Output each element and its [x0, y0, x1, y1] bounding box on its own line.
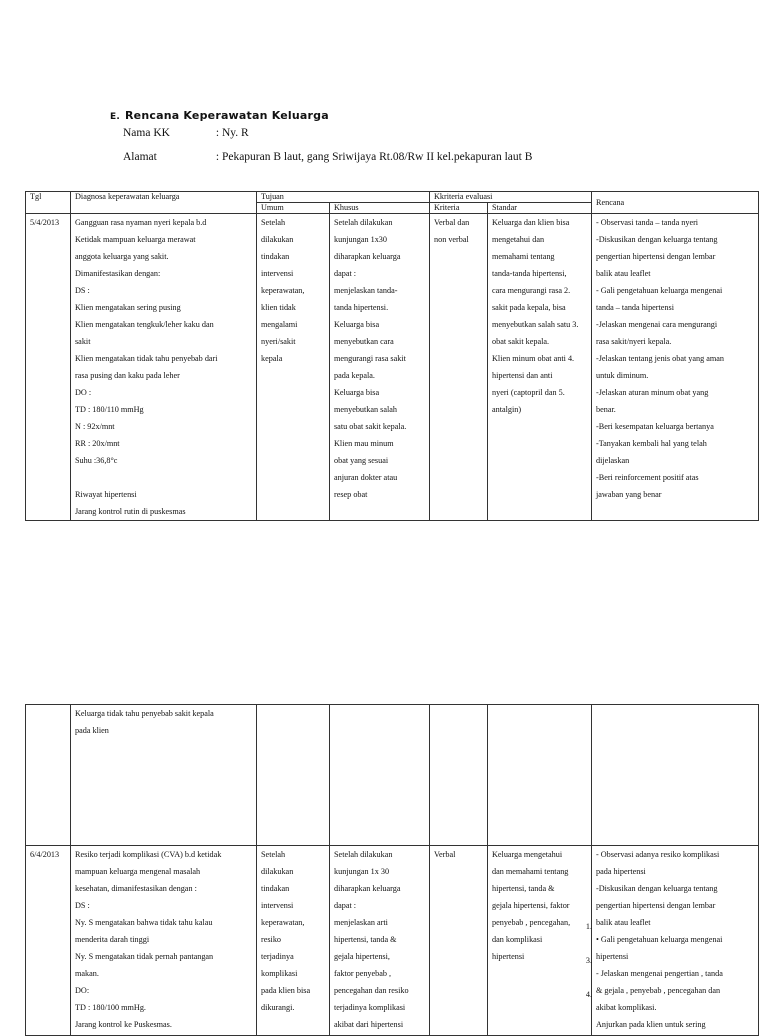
cell-line: jawaban yang benar [596, 490, 662, 499]
cell-line: komplikasi [261, 969, 298, 978]
cell-line: hipertensi, tanda & [492, 884, 555, 893]
cell-line: pada klien bisa [261, 986, 311, 995]
header-diagnosa: Diagnosa keperawatan keluarga [71, 192, 257, 214]
cell-line: Keluarga mengetahui [492, 850, 563, 859]
nama-kk-value: : Ny. R [215, 127, 249, 139]
cell-line: -Beri kesempatan keluarga bertanya [596, 422, 714, 431]
side-number: 4. [585, 990, 592, 999]
cell-line: - Observasi tanda – tanda nyeri [596, 218, 699, 227]
row3-side-numbers [578, 918, 592, 1003]
cell-line: obat sakit kepala. [492, 337, 550, 346]
cell-line: Klien mengatakan tidak tahu penyebab dari [75, 354, 218, 363]
cell-line: RR : 20x/mnt [75, 439, 120, 448]
row3-diagnosa [71, 846, 257, 1036]
cell-line: kunjungan 1x 30 [334, 867, 390, 876]
cell-line: sakit pada kepala, bisa [492, 303, 566, 312]
cell-line: Verbal [434, 850, 456, 859]
row2-khusus [330, 705, 430, 846]
cell-line: menyebutkan cara [334, 337, 394, 346]
row1-tgl: 5/4/2013 [26, 214, 71, 521]
cell-line: Ketidak mampuan keluarga merawat [75, 235, 196, 244]
cell-line: rasa pusing dan kaku pada leher [75, 371, 180, 380]
cell-line: Keluarga dan klien bisa [492, 218, 570, 227]
cell-line: intervensi [261, 269, 294, 278]
cell-line: kepala [261, 354, 283, 363]
row3-standar [488, 846, 592, 1036]
row3-khusus [330, 846, 430, 1036]
row2-diagnosa [71, 705, 257, 846]
cell-line: Verbal dan [434, 218, 470, 227]
cell-line: • Gali pengetahuan keluarga mengenai [596, 935, 723, 944]
cell-line: Klien minum obat anti 4. [492, 354, 575, 363]
alamat-value: : Pekapuran B laut, gang Sriwijaya Rt.08/Rw II kel.pekapuran laut B [215, 151, 533, 163]
cell-line: dilakukan [261, 235, 294, 244]
cell-line: gejala hipertensi, faktor [492, 901, 570, 910]
cell-line: tindakan [261, 252, 290, 261]
row1-khusus [330, 214, 430, 521]
cell-line: -Tanyakan kembali hal yang telah [596, 439, 707, 448]
cell-line: Klien mengatakan tengkuk/leher kaku dan [75, 320, 214, 329]
cell-line: & gejala , penyebab , pencegahan dan [596, 986, 721, 995]
care-plan-table-1 [25, 191, 759, 521]
cell-line: anggota keluarga yang sakit. [75, 252, 169, 261]
cell-line: menjelaskan arti [334, 918, 388, 927]
cell-line: Klien mau minum [334, 439, 394, 448]
cell-line: terjadinya komplikasi [334, 1003, 406, 1012]
cell-line: Ny. S mengatakan tidak pernah pantangan [75, 952, 214, 961]
section-title: Rencana Keperawatan Keluarga [125, 109, 329, 122]
cell-line: Suhu :36,8°c [75, 456, 118, 465]
cell-line: penyebab , pencegahan, [492, 918, 571, 927]
cell-line: tanda – tanda hipertensi [596, 303, 674, 312]
cell-line: kunjungan 1x30 [334, 235, 387, 244]
cell-line: Setelah dilakukan [334, 218, 393, 227]
cell-line: diharapkan keluarga [334, 884, 401, 893]
section-letter: E. [110, 112, 120, 122]
cell-line: - Jelaskan mengenai pengertian , tanda [596, 969, 723, 978]
cell-line: pencegahan dan resiko [334, 986, 409, 995]
cell-line: - Observasi adanya resiko komplikasi [596, 850, 720, 859]
cell-line: Ny. S mengatakan bahwa tidak tahu kalau [75, 918, 213, 927]
header-standar: Standar [488, 203, 592, 214]
cell-line: makan. [75, 969, 99, 978]
table-row [26, 214, 759, 521]
cell-line: terjadinya [261, 952, 294, 961]
cell-line: faktor penyebab , [334, 969, 392, 978]
cell-line: Dimanifestasikan dengan: [75, 269, 161, 278]
cell-line: non verbal [434, 235, 469, 244]
cell-line: dilakukan [261, 867, 294, 876]
cell-line: keperawatan, [261, 918, 305, 927]
row3-kriteria [430, 846, 488, 1036]
header-umum: Umum [257, 203, 330, 214]
cell-line: -Jelaskan tentang jenis obat yang aman [596, 354, 725, 363]
cell-line: klien tidak [261, 303, 296, 312]
cell-line: mengurangi rasa sakit [334, 354, 406, 363]
row2-rencana [592, 705, 759, 846]
cell-line: nyeri (captopril dan 5. [492, 388, 565, 397]
nama-kk-row [123, 127, 249, 139]
cell-line: memahami tentang [492, 252, 555, 261]
row1-diagnosa [71, 214, 257, 521]
cell-line: Anjurkan pada klien untuk sering [596, 1020, 706, 1029]
cell-line: resep obat [334, 490, 368, 499]
table-row [26, 705, 759, 846]
cell-line: nyeri/sakit [261, 337, 296, 346]
cell-line: Resiko terjadi komplikasi (CVA) b.d ketidak [75, 850, 222, 859]
cell-line: Klien mengatakan sering pusing [75, 303, 181, 312]
cell-line: menyebutkan salah [334, 405, 397, 414]
alamat-label: Alamat [123, 151, 157, 163]
cell-line: mengetahui dan [492, 235, 545, 244]
cell-line [75, 469, 252, 486]
cell-line: mampuan keluarga mengenal masalah [75, 867, 201, 876]
cell-line: dan memahami tentang [492, 867, 569, 876]
cell-line: dan komplikasi [492, 935, 543, 944]
cell-line: intervensi [261, 901, 294, 910]
cell-line: tanda hipertensi. [334, 303, 389, 312]
row2-kriteria [430, 705, 488, 846]
header-tgl: Tgl [26, 192, 71, 214]
cell-line: TD : 180/110 mmHg [75, 405, 144, 414]
cell-line: antalgin) [492, 405, 522, 414]
cell-line: cara mengurangi rasa 2. [492, 286, 571, 295]
cell-line: Gangguan rasa nyaman nyeri kepala b.d [75, 218, 207, 227]
cell-line: dapat : [334, 269, 357, 278]
cell-line: Setelah [261, 218, 286, 227]
cell-line: -Diskusikan dengan keluarga tentang [596, 884, 718, 893]
row2-tgl [26, 705, 71, 846]
cell-line: Jarang kontrol ke Puskesmas. [75, 1020, 172, 1029]
cell-line: -Beri reinforcement positif atas [596, 473, 699, 482]
cell-line: balik atau leaflet [596, 269, 651, 278]
side-number [578, 969, 592, 986]
nama-kk-label: Nama KK [123, 127, 170, 139]
cell-line: hipertensi dan anti [492, 371, 553, 380]
cell-line: DS : [75, 901, 90, 910]
header-kriteria: Kriteria [430, 203, 488, 214]
cell-line: pengertian hipertensi dengan lembar [596, 252, 716, 261]
cell-line: pada kepala. [334, 371, 375, 380]
cell-line: hipertensi [492, 952, 525, 961]
row1-rencana [592, 214, 759, 521]
cell-line: hipertensi, tanda & [334, 935, 397, 944]
cell-line: dijelaskan [596, 456, 630, 465]
cell-line: diharapkan keluarga [334, 252, 401, 261]
cell-line: dikurangi. [261, 1003, 295, 1012]
cell-line: TD : 180/100 mmHg. [75, 1003, 146, 1012]
cell-line: -Jelaskan mengenai cara mengurangi [596, 320, 718, 329]
cell-line: untuk diminum. [596, 371, 649, 380]
cell-line: akibat dari hipertensi [334, 1020, 404, 1029]
cell-line: Setelah [261, 850, 286, 859]
row2-standar [488, 705, 592, 846]
cell-line: kesehatan, dimanifestasikan dengan : [75, 884, 197, 893]
cell-line: tindakan [261, 884, 290, 893]
cell-line: rasa sakit/nyeri kepala. [596, 337, 672, 346]
cell-line: obat yang sesuai [334, 456, 389, 465]
header-khusus: Khusus [330, 203, 430, 214]
row1-standar [488, 214, 592, 521]
cell-line: pengertian hipertensi dengan lembar [596, 901, 716, 910]
cell-line: mengalami [261, 320, 298, 329]
section-heading [110, 109, 329, 122]
row3-rencana [592, 846, 759, 1036]
row3-tgl: 6/4/2013 [26, 846, 71, 1036]
cell-line: DO : [75, 388, 92, 397]
header-tujuan: Tujuan [257, 192, 430, 203]
cell-line: tanda-tanda hipertensi, [492, 269, 567, 278]
cell-line: akibat komplikasi. [596, 1003, 657, 1012]
side-number: 1. [585, 922, 592, 931]
cell-line: keperawatan, [261, 286, 305, 295]
cell-line: hipertensi [596, 952, 629, 961]
cell-line: menyebutkan salah satu 3. [492, 320, 579, 329]
cell-line: resiko [261, 935, 282, 944]
cell-line: gejala hipertensi, [334, 952, 390, 961]
cell-line: menjelaskan tanda- [334, 286, 398, 295]
cell-line: pada hipertensi [596, 867, 646, 876]
cell-line: Keluarga bisa [334, 320, 380, 329]
side-number [578, 935, 592, 952]
table-row [26, 846, 759, 1036]
cell-line: -Jelaskan aturan minum obat yang [596, 388, 709, 397]
side-number: 3. [585, 956, 592, 965]
cell-line: -Diskusikan dengan keluarga tentang [596, 235, 718, 244]
cell-line: benar. [596, 405, 616, 414]
cell-line: N : 92x/mnt [75, 422, 115, 431]
alamat-row [123, 151, 532, 163]
cell-line: anjuran dokter atau [334, 473, 398, 482]
cell-line: satu obat sakit kepala. [334, 422, 407, 431]
cell-line: dapat : [334, 901, 357, 910]
cell-line: balik atau leaflet [596, 918, 651, 927]
cell-line: Keluarga bisa [334, 388, 380, 397]
cell-line: - Gali pengetahuan keluarga mengenai [596, 286, 723, 295]
cell-line: Setelah dilakukan [334, 850, 393, 859]
cell-line: pada klien [75, 726, 109, 735]
row1-kriteria [430, 214, 488, 521]
cell-line: Jarang kontrol rutin di puskesmas [75, 507, 186, 516]
header-rencana: Rencana [592, 192, 759, 214]
cell-line: menderita darah tinggi [75, 935, 150, 944]
row3-umum [257, 846, 330, 1036]
care-plan-table-2 [25, 704, 759, 1036]
cell-line: DS : [75, 286, 90, 295]
cell-line: Keluarga tidak tahu penyebab sakit kepala [75, 709, 214, 718]
header-kriteria-evaluasi: Kkriteria evaluasi [430, 192, 592, 203]
cell-line: DO: [75, 986, 90, 995]
cell-line: sakit [75, 337, 91, 346]
cell-line: Riwayat hipertensi [75, 490, 137, 499]
row2-umum [257, 705, 330, 846]
row1-umum [257, 214, 330, 521]
